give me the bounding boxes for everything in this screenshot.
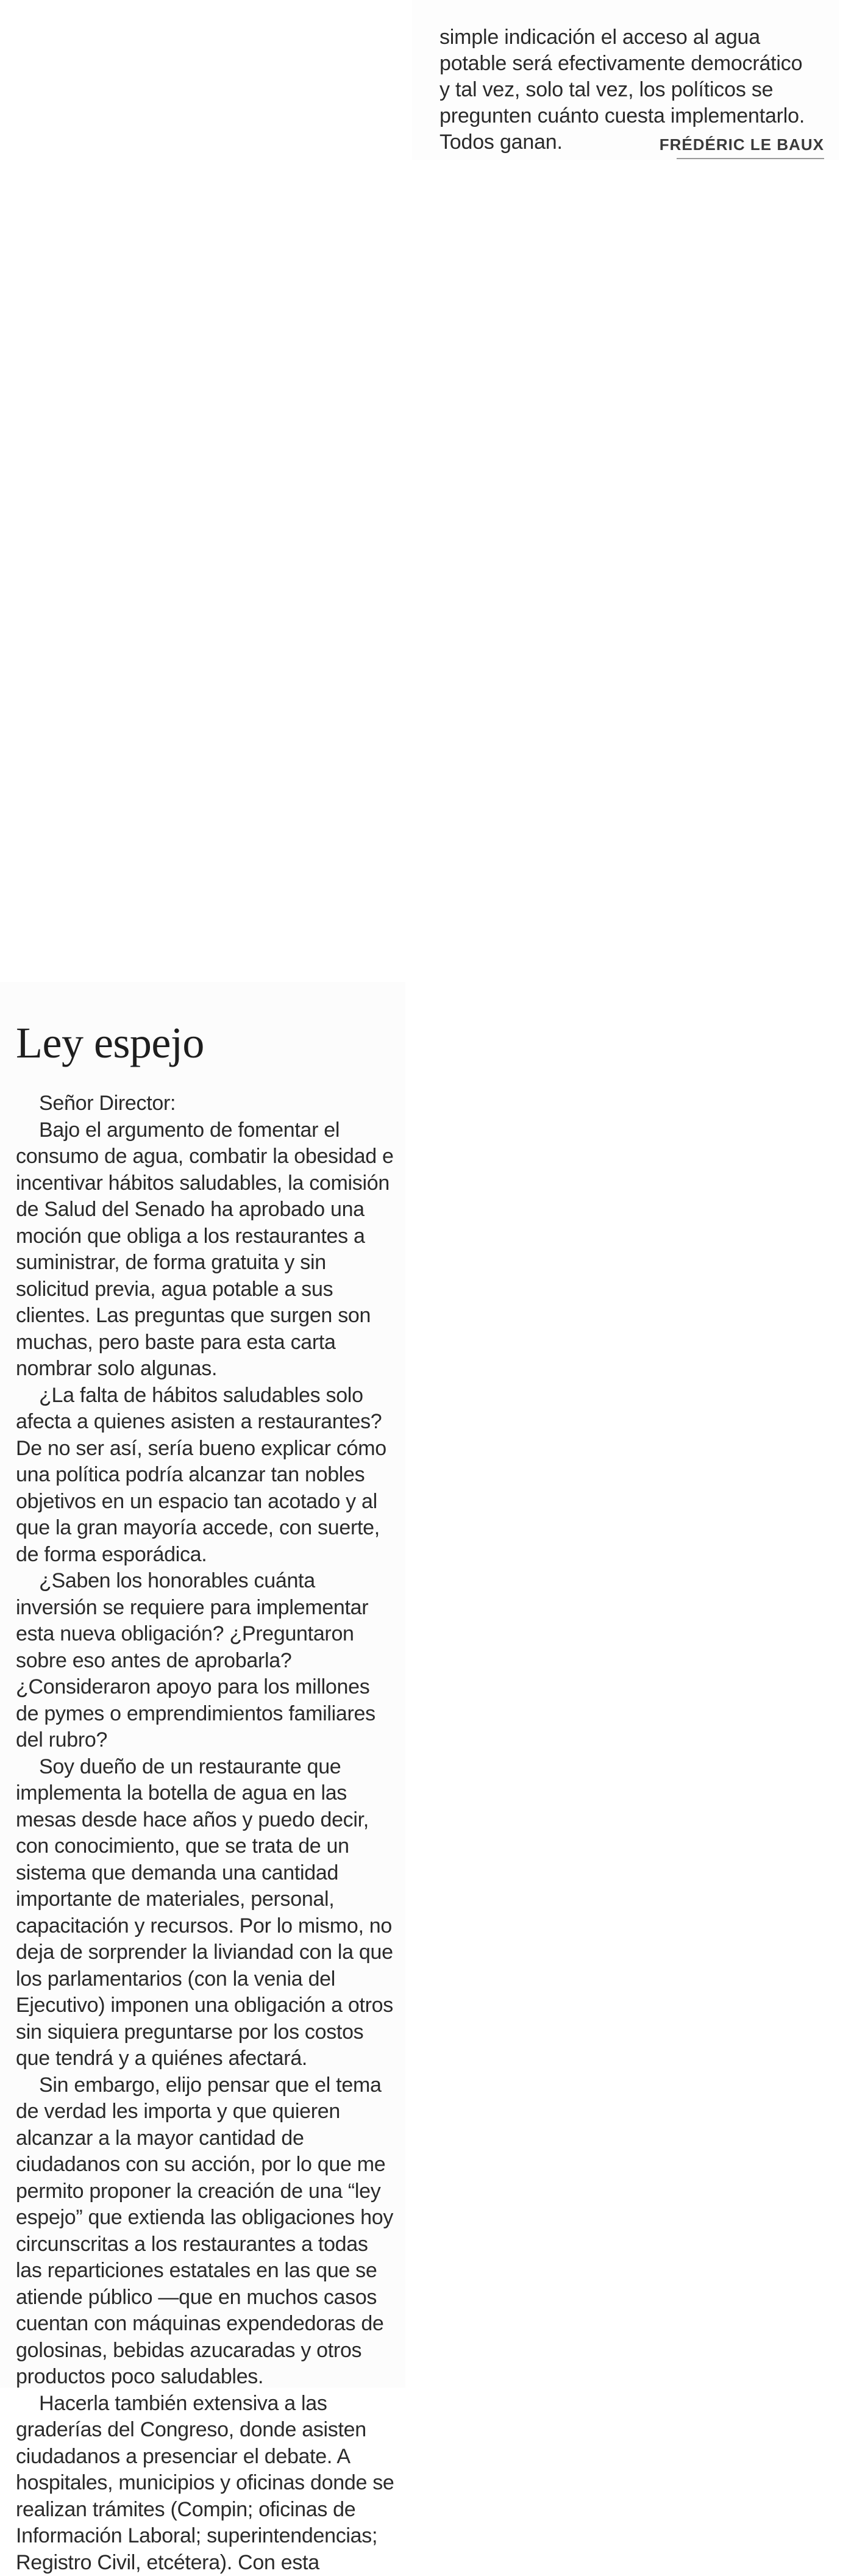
letter-title: Ley espejo bbox=[16, 1018, 204, 1067]
letter-body bbox=[16, 1090, 397, 2576]
letter-ley-espejo bbox=[0, 982, 405, 2388]
letter-paragraph: Soy dueño de un restaurante que implementa la botella de agua en las mesas desde hace años y puedo decir, con conocimiento, que se trata de un sistema que demanda una cantidad importante de materiales, personal, capacitación y recursos. Por lo mismo, no deja de sorprender la liviandad con la que los parlamentarios (con la venia del Ejecutivo) imponen una obligación a otros sin siquiera preguntarse por los costos que tendrá y a quiénes afectará. bbox=[16, 1754, 397, 2072]
letter-paragraph: Sin embargo, elijo pensar que el tema de verdad les importa y que quieren alcanzar a la mayor cantidad de ciudadanos con su acción, por lo que me permito proponer la creación de una “ley espejo” que extienda las obligaciones hoy circunscritas a los restaurantes a todas las reparticiones estatales en las que se atiende público —que en muchos casos cuentan con máquinas expendedoras de golosinas, bebidas azucaradas y otros productos poco saludables. bbox=[16, 2072, 397, 2391]
letter-paragraph: ¿La falta de hábitos saludables solo afecta a quienes asisten a restaurantes? De no ser así, sería bueno explicar cómo una política podría alcanzar tan nobles objetivos en un espacio tan acotado y al que la gran mayoría accede, con suerte, de forma esporádica. bbox=[16, 1383, 397, 1569]
previous-letter-signature: FRÉDÉRIC LE BAUX bbox=[660, 135, 824, 156]
letter-paragraph: Bajo el argumento de fomentar el consumo de agua, combatir la obesidad e incentivar hábitos saludables, la comisión de Salud del Senado ha aprobado una moción que obliga a los restaurantes a suministrar, de forma gratuita y sin solicitud previa, agua potable a sus clientes. Las preguntas que surgen son muchas, pero baste para esta carta nombrar solo algunas. bbox=[16, 1117, 397, 1383]
letter-paragraph: ¿Saben los honorables cuánta inversión se requiere para implementar esta nueva obligación? ¿Preguntaron sobre eso antes de aprobarla? ¿Consideraron apoyo para los millones de pymes o emprendimientos familiares del rubro? bbox=[16, 1568, 397, 1754]
previous-letter-text: simple indicación el acceso al agua potable será efectivamente democrático y tal vez, solo tal vez, los políticos se pregunten cuánto cuesta implementarlo. Todos ganan. bbox=[439, 24, 817, 156]
previous-letter-continuation bbox=[412, 0, 839, 160]
letter-paragraph: Hacerla también extensiva a las graderías del Congreso, donde asisten ciudadanos a presenciar el debate. A hospitales, municipios y oficinas donde se realizan trámites (Compin; oficinas de Información Laboral; superintendencias; Registro Civil, etcétera). Con esta bbox=[16, 2391, 397, 2576]
signature-underline bbox=[677, 158, 824, 159]
letter-salutation: Señor Director: bbox=[16, 1090, 397, 1117]
